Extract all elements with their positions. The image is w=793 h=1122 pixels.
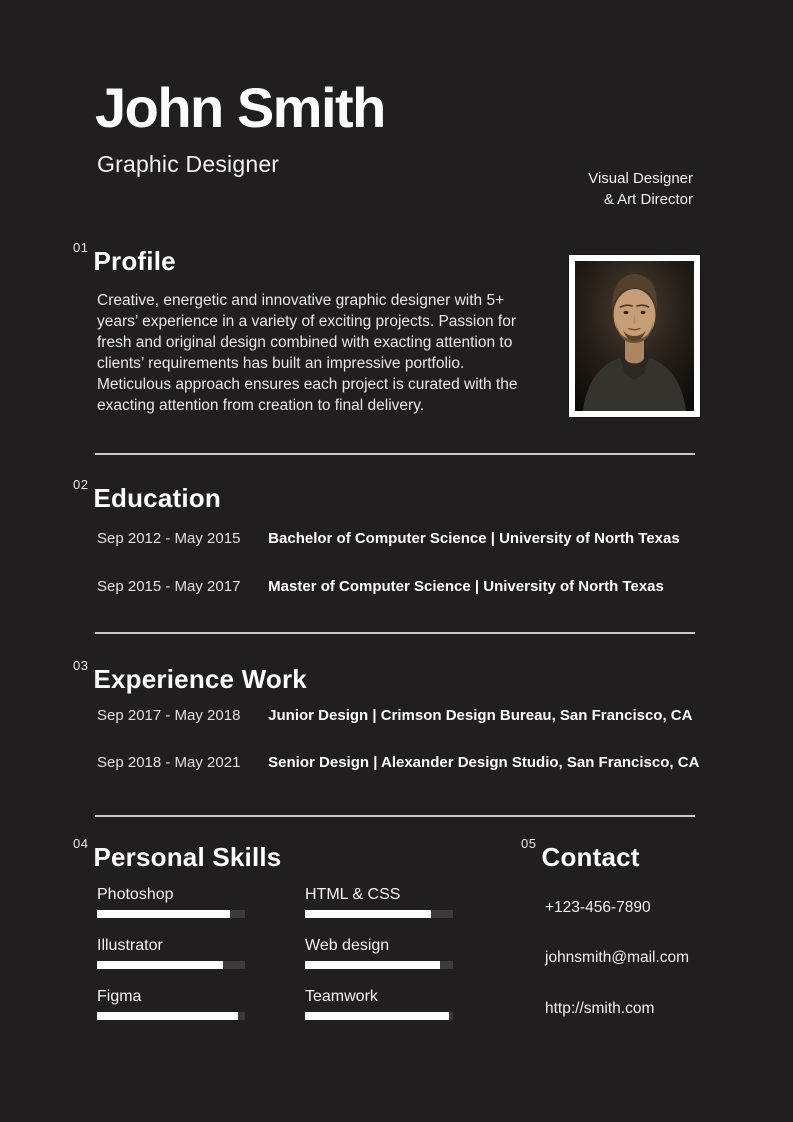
skill-bar-fill xyxy=(97,1012,238,1020)
education-row xyxy=(97,578,664,595)
divider xyxy=(95,815,695,817)
skill-label: Figma xyxy=(97,988,142,1005)
skill-item xyxy=(305,886,453,918)
skill-item xyxy=(305,937,453,969)
skill-bar xyxy=(97,961,245,969)
section-number: 02 xyxy=(73,477,89,492)
education-date: Sep 2015 - May 2017 xyxy=(97,578,241,595)
education-detail: Master of Computer Science | University of North Texas xyxy=(268,578,664,595)
profile-text: Creative, energetic and innovative graphic designer with 5+ years’ experience in a variety of exciting projects. Passion for fresh and original design combined with exacting attention to clients’ requirements has built an impressive portfolio. Meticulous approach ensures each project is curated with the exacting attention from creation to final delivery. xyxy=(97,292,518,414)
section-number: 05 xyxy=(521,836,537,851)
profile-photo xyxy=(569,255,700,417)
experience-row xyxy=(97,707,692,724)
skill-label: Web design xyxy=(305,937,390,954)
experience-detail: Junior Design | Crimson Design Bureau, San Francisco, CA xyxy=(268,707,693,724)
skill-item xyxy=(97,988,245,1020)
skill-bar xyxy=(97,1012,245,1020)
section-title: Education xyxy=(93,483,221,513)
contact-email: johnsmith@mail.com xyxy=(545,949,690,966)
skill-bar xyxy=(97,910,245,918)
education-row xyxy=(97,530,680,547)
experience-row xyxy=(97,754,699,771)
education-detail: Bachelor of Computer Science | University of North Texas xyxy=(268,530,680,547)
section-title: Contact xyxy=(541,842,640,872)
section-number: 04 xyxy=(73,836,89,851)
skill-bar xyxy=(305,1012,453,1020)
education-heading xyxy=(73,477,221,514)
divider xyxy=(95,453,695,455)
section-title: Profile xyxy=(93,246,176,276)
skill-item xyxy=(97,886,245,918)
tagline-line1: Visual Designer xyxy=(588,170,693,187)
section-number: 01 xyxy=(73,240,89,255)
skill-label: Illustrator xyxy=(97,937,163,954)
skill-bar-fill xyxy=(97,961,223,969)
experience-date: Sep 2018 - May 2021 xyxy=(97,754,241,771)
tagline xyxy=(588,168,693,210)
job-title: Graphic Designer xyxy=(97,151,280,177)
skill-label: HTML & CSS xyxy=(305,886,401,903)
experience-heading xyxy=(73,658,307,695)
section-number: 03 xyxy=(73,658,89,673)
section-title: Personal Skills xyxy=(93,842,282,872)
skill-bar xyxy=(305,961,453,969)
skill-item xyxy=(97,937,245,969)
skill-bar-fill xyxy=(305,961,440,969)
section-title: Experience Work xyxy=(93,664,307,694)
contact-website: http://smith.com xyxy=(545,1000,655,1017)
skill-bar xyxy=(305,910,453,918)
skills-heading xyxy=(73,836,281,873)
experience-detail: Senior Design | Alexander Design Studio, San Francisco, CA xyxy=(268,754,700,771)
experience-date: Sep 2017 - May 2018 xyxy=(97,707,241,724)
skill-label: Photoshop xyxy=(97,886,174,903)
skill-bar-fill xyxy=(97,910,230,918)
skill-label: Teamwork xyxy=(305,988,378,1005)
education-date: Sep 2012 - May 2015 xyxy=(97,530,241,547)
person-name: John Smith xyxy=(95,76,385,139)
contact-phone: +123-456-7890 xyxy=(545,899,651,916)
contact-heading xyxy=(521,836,640,873)
skill-item xyxy=(305,988,453,1020)
portrait-illustration xyxy=(575,261,694,411)
skill-bar-fill xyxy=(305,910,431,918)
skill-bar-fill xyxy=(305,1012,449,1020)
profile-heading xyxy=(73,240,176,277)
divider xyxy=(95,632,695,634)
tagline-line2: & Art Director xyxy=(603,191,693,208)
